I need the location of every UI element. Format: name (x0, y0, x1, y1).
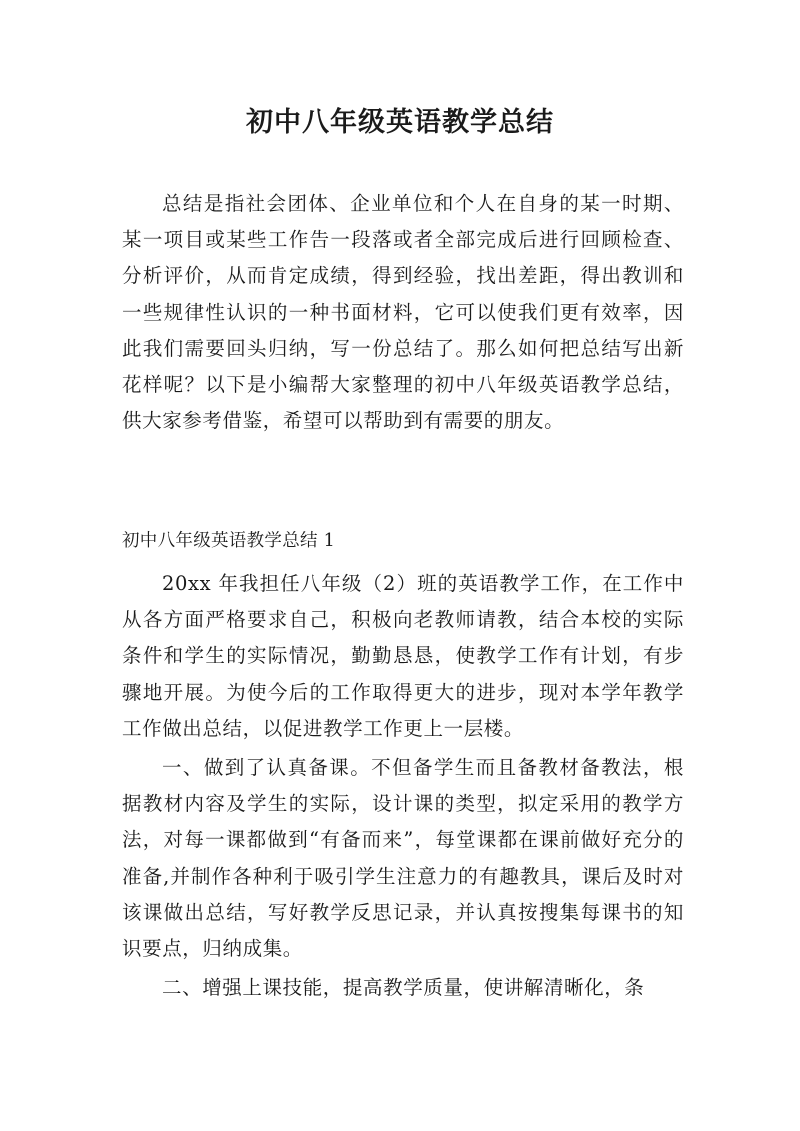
document-title: 初中八年级英语教学总结 (246, 107, 554, 138)
section-heading: 初中八年级英语教学总结 1 (122, 531, 336, 551)
intro-paragraph: 总结是指社会团体、企业单位和个人在自身的某一时期、某一项目或某些工作告一段落或者全部完成后进行回顾检查、分析评价，从而肯定成绩，得到经验，找出差距，得出教训和一些规律性认识的一种书面材料，它可以使我们更有效率，因此我们需要回头归纳，写一份总结了。那么如何把总结写出新花样呢？以下是小编帮大家整理的初中八年级英语教学总结，供大家参考借鉴，希望可以帮助到有需要的朋友。 (122, 192, 684, 433)
body-paragraph: 20xx 年我担任八年级（2）班的英语教学工作，在工作中从各方面严格要求自己，积极向老教师请教，结合本校的实际条件和学生的实际情况，勤勤恳恳，使教学工作有计划，有步骤地开展。为使今后的工作取得更大的进步，现对本学年教学工作做出总结，以促进教学工作更上一层楼。 (122, 572, 684, 740)
body-paragraph: 二、增强上课技能，提高教学质量，使讲解清晰化，条 (162, 976, 645, 999)
body-paragraph: 一、做到了认真备课。不但备学生而且备教材备教法，根据教材内容及学生的实际，设计课的类型，拟定采用的教学方法，对每一课都做到“有备而来”，每堂课都在课前做好充分的准备,并制作各种利于吸引学生注意力的有趣教具，课后及时对该课做出总结，写好教学反思记录，并认真按搜集每课书的知识要点，归纳成集。 (122, 756, 684, 961)
